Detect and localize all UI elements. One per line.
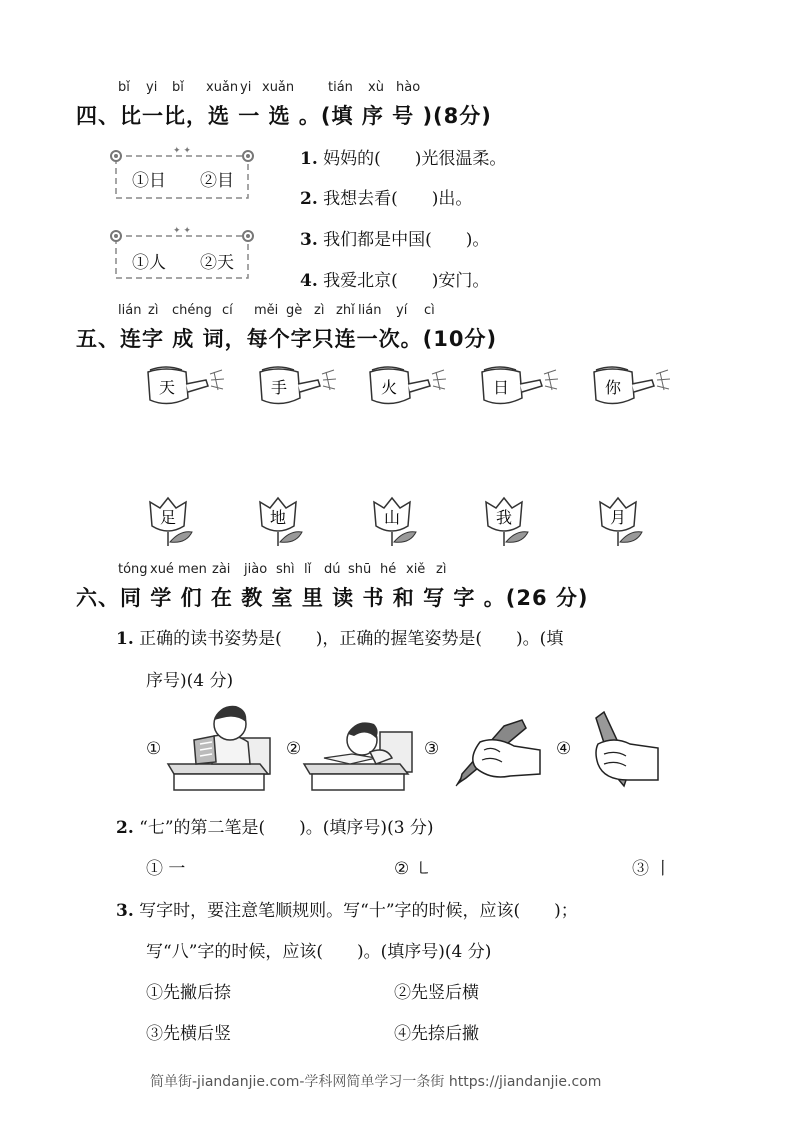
stroke-order-option: ②先竖后横 (394, 983, 479, 1003)
question-1-line-1: 1. 正确的读书姿势是( )，正确的握笔姿势是( )。(填 (116, 629, 564, 649)
pinyin: bǐ (118, 80, 130, 95)
stroke-option: ② ㇄ (394, 859, 432, 879)
stroke-order-option: ③先横后竖 (146, 1024, 231, 1044)
pinyin: lián (118, 303, 142, 318)
pinyin: gè (286, 303, 303, 318)
pinyin: jiào (244, 562, 268, 577)
pinyin: zì (148, 303, 159, 318)
pinyin: zì (314, 303, 325, 318)
pinyin: dú (324, 562, 341, 577)
watering-can-4[interactable] (480, 364, 560, 410)
pinyin: zài (212, 562, 231, 577)
can-character: 火 (380, 378, 398, 397)
section-heading: 六、同 学 们 在 教 室 里 读 书 和 写 字 。(26 分) (76, 586, 589, 610)
flower-3[interactable] (370, 496, 422, 548)
pinyin: yi (146, 80, 158, 95)
pinyin: zì (436, 562, 447, 577)
can-character: 手 (270, 378, 288, 397)
option-label: ①人 (132, 253, 166, 273)
reading-posture-slouching-illustration (300, 710, 416, 792)
stroke-option: ③ 丨 (632, 859, 672, 879)
question-1-line-2: 序号)(4 分) (146, 671, 234, 691)
pinyin: xù (368, 80, 384, 95)
option-label: ①日 (132, 171, 166, 191)
pen-grip-wrong-illustration (584, 708, 660, 792)
option-boxes (108, 146, 258, 298)
pinyin: měi (254, 303, 279, 318)
option-label: ②目 (200, 171, 234, 191)
svg-text:✦ ✦: ✦ ✦ (173, 226, 191, 236)
pinyin: lián (358, 303, 382, 318)
watering-can-3[interactable] (368, 364, 448, 410)
pinyin: bǐ (172, 80, 184, 95)
flower-character: 月 (609, 508, 627, 527)
pinyin: men (178, 562, 207, 577)
stroke-order-option: ①先撇后捺 (146, 983, 231, 1003)
flower-character: 足 (159, 508, 177, 527)
pinyin: xuǎn (206, 80, 239, 95)
option-marker: ① (146, 739, 162, 759)
pinyin: yi (240, 80, 252, 95)
pinyin: lǐ (304, 562, 312, 577)
reading-posture-upright-illustration (164, 700, 274, 792)
pinyin: chéng (172, 303, 212, 318)
flower-character: 山 (383, 508, 401, 527)
question-item: 2. 我想去看( )出。 (300, 189, 473, 209)
stroke-order-option: ④先捺后撇 (394, 1024, 479, 1044)
option-marker: ③ (424, 739, 440, 759)
pinyin: shū (348, 562, 372, 577)
pen-grip-correct-illustration (446, 716, 542, 788)
svg-text:✦ ✦: ✦ ✦ (173, 146, 191, 156)
can-character: 天 (158, 378, 176, 397)
option-marker: ④ (556, 739, 572, 759)
pinyin: zhǐ (336, 303, 355, 318)
footer-watermark: 简单街-jiandanjie.com-学科网简单学习一条街 https://jiandanjie.com (150, 1074, 602, 1090)
question-item: 4. 我爱北京( )安门。 (300, 271, 490, 291)
question-2: 2. “七”的第二笔是( )。(填序号)(3 分) (116, 818, 434, 838)
option-label: ②天 (200, 253, 234, 273)
can-character: 日 (492, 378, 510, 397)
pinyin: cì (424, 303, 435, 318)
watering-can-1[interactable] (146, 364, 226, 410)
section-heading: 四、比一比，选 一 选 。(填 序 号 )(8分) (76, 104, 492, 128)
pinyin: tián (328, 80, 353, 95)
pinyin: xuǎn (262, 80, 295, 95)
flower-1[interactable] (146, 496, 198, 548)
section-heading: 五、连字 成 词，每个字只连一次。(10分) (76, 327, 498, 351)
stroke-option: ① 一 (146, 859, 186, 879)
pinyin: tóng (118, 562, 148, 577)
flower-2[interactable] (256, 496, 308, 548)
pinyin: cí (222, 303, 233, 318)
pinyin: yí (396, 303, 408, 318)
pinyin: xiě (406, 562, 426, 577)
pinyin: shì (276, 562, 295, 577)
question-item: 1. 妈妈的( )光很温柔。 (300, 149, 507, 169)
flower-4[interactable] (482, 496, 534, 548)
pinyin: xué (150, 562, 174, 577)
watering-can-2[interactable] (258, 364, 338, 410)
question-3-line-2: 写“八”字的时候，应该( )。(填序号)(4 分) (146, 942, 492, 962)
pinyin: hào (396, 80, 421, 95)
can-character: 你 (604, 378, 622, 397)
question-3-line-1: 3. 写字时，要注意笔顺规则。写“十”字的时候，应该( )； (116, 901, 578, 921)
question-item: 3. 我们都是中国( )。 (300, 230, 490, 250)
flower-character: 我 (495, 508, 513, 527)
watering-can-5[interactable] (592, 364, 672, 410)
option-marker: ② (286, 739, 302, 759)
pinyin: hé (380, 562, 397, 577)
flower-character: 地 (269, 508, 287, 527)
flower-5[interactable] (596, 496, 648, 548)
